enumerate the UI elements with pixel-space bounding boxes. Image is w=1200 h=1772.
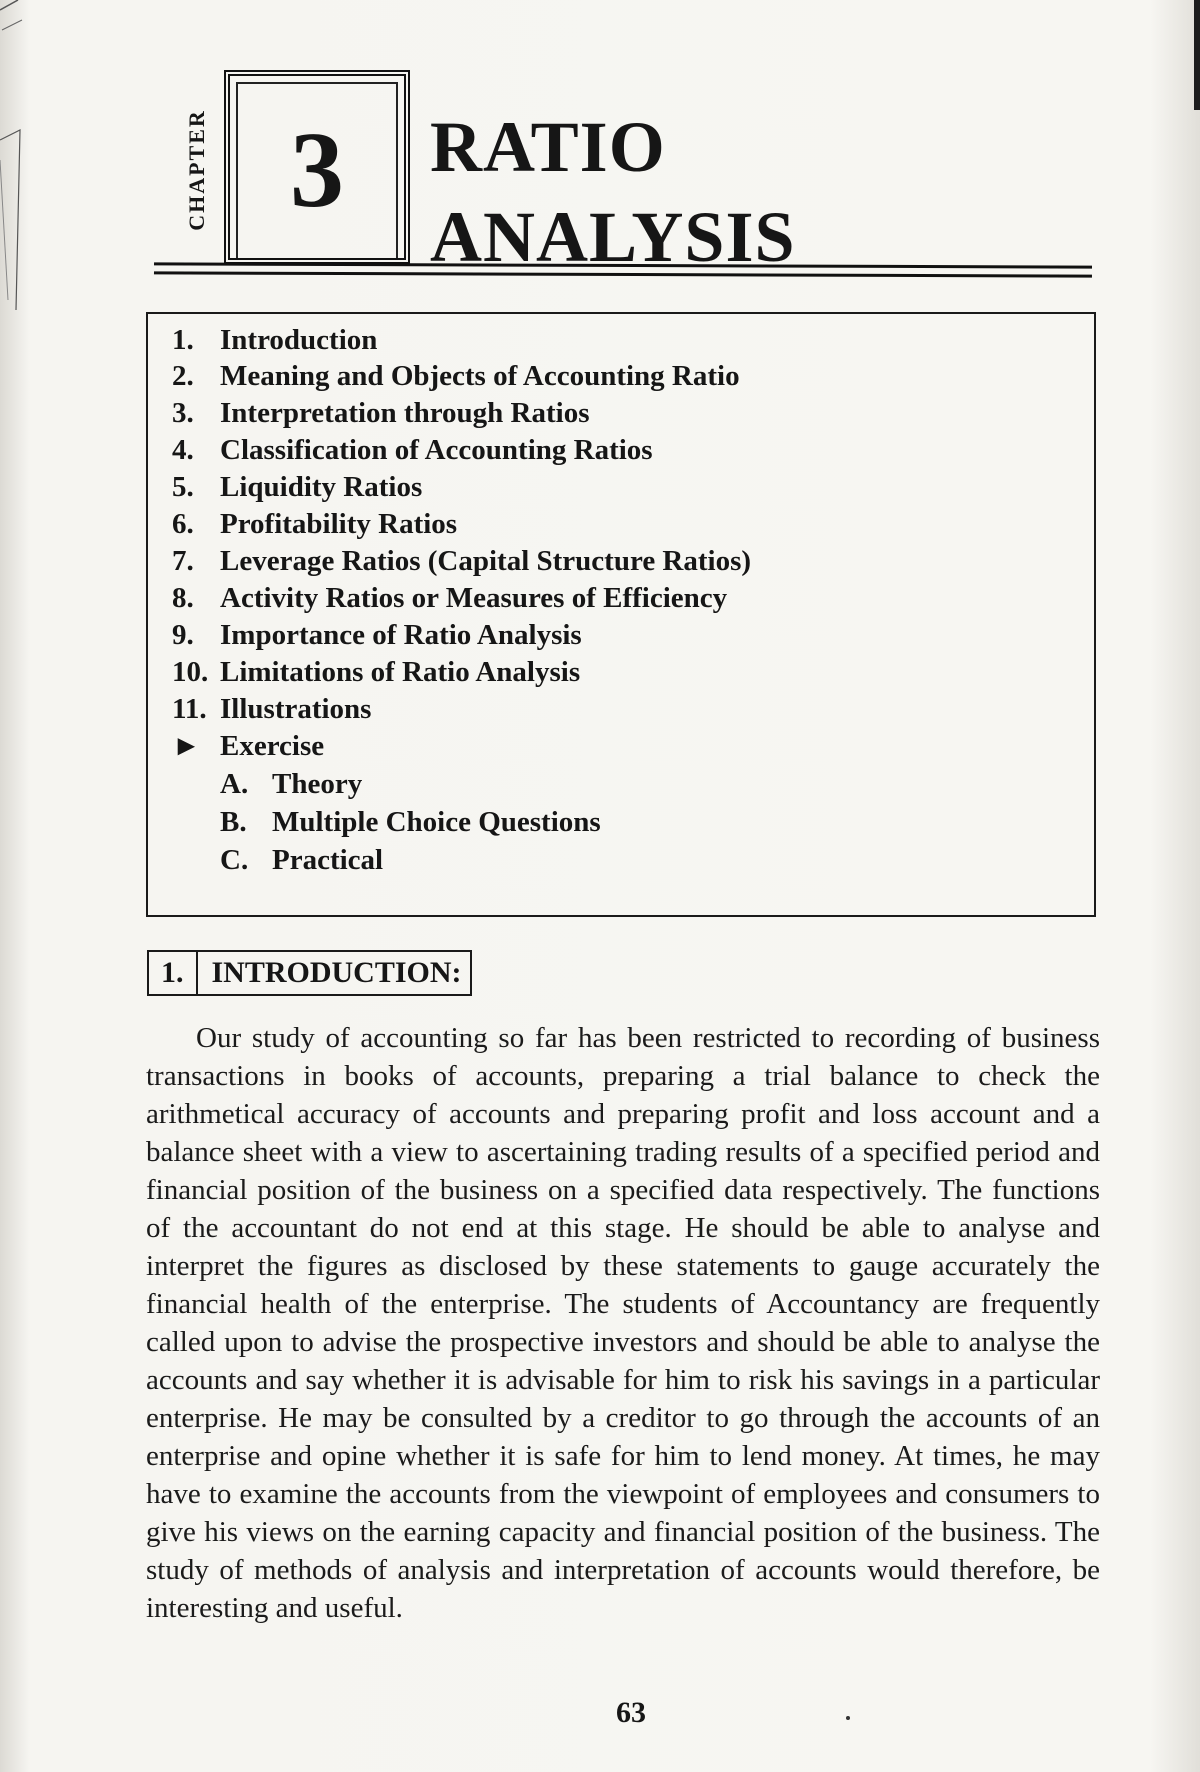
toc-item: 2. Meaning and Objects of Accounting Ratio — [172, 360, 740, 392]
chapter-title-line-2: ANALYSIS — [430, 197, 796, 277]
toc-item: 5. Liquidity Ratios — [172, 471, 423, 503]
toc-subitem: C. Practical — [220, 844, 384, 876]
toc-item: 10. Limitations of Ratio Analysis — [172, 656, 581, 688]
chapter-title — [430, 102, 796, 282]
introduction-paragraph: Our study of accounting so far has been restricted to recording of business transactions in books of accounts, preparing a trial balance to check the arithmetical accuracy of accounts and preparing profit and loss account and a balance sheet with a view to ascertaining trading results of a specified period and financial position of the business on a specified data respectively. The functions of the accountant do not end at this stage. He should be able to analyse and interpret the figures as disclosed by these statements to gauge accurately the financial health of the enterprise. The students of Accountancy are frequently called upon to advise the prospective investors and should be able to analyse the accounts and say whether it is advisable for him to risk his savings in a particular enterprise. He may be consulted by a creditor to go through the accounts of an enterprise and opine whether it is safe for him to lend money. At times, he may have to examine the accounts from the viewpoint of employees and consumers to give his views on the earning capacity and financial position of the business. The study of methods of analysis and interpretation of accounts would therefore, be interesting and useful. — [146, 1022, 1100, 1624]
toc-item: 1. Introduction — [172, 324, 378, 356]
chapter-number-box — [224, 70, 410, 264]
print-speck — [846, 1716, 850, 1720]
toc-item: 9. Importance of Ratio Analysis — [172, 619, 582, 651]
section-title: INTRODUCTION: — [211, 956, 462, 989]
toc-subitem: A. Theory — [220, 768, 363, 800]
toc-subitem: B. Multiple Choice Questions — [220, 806, 601, 838]
page-edge-shadow — [1194, 0, 1200, 110]
toc-item: 3. Interpretation through Ratios — [172, 397, 590, 429]
toc-item: 11. Illustrations — [172, 693, 372, 725]
toc-item: 6. Profitability Ratios — [172, 508, 458, 540]
chapter-number: 3 — [290, 111, 344, 230]
page-edge-marks — [0, 0, 40, 320]
chapter-label: CHAPTER — [184, 109, 209, 231]
toc-item-exercise: ► Exercise — [172, 730, 325, 762]
chapter-title-line-1: RATIO — [430, 107, 666, 187]
toc-item: 4. Classification of Accounting Ratios — [172, 434, 653, 466]
toc-item: 7. Leverage Ratios (Capital Structure Ratios) — [172, 545, 752, 577]
section-heading — [147, 950, 472, 996]
page-number: 63 — [616, 1696, 646, 1729]
header-divider — [154, 262, 1092, 277]
toc-item: 8. Activity Ratios or Measures of Efficiency — [172, 582, 728, 614]
arrow-right-icon: ► — [172, 730, 201, 762]
section-number: 1. — [149, 952, 198, 994]
